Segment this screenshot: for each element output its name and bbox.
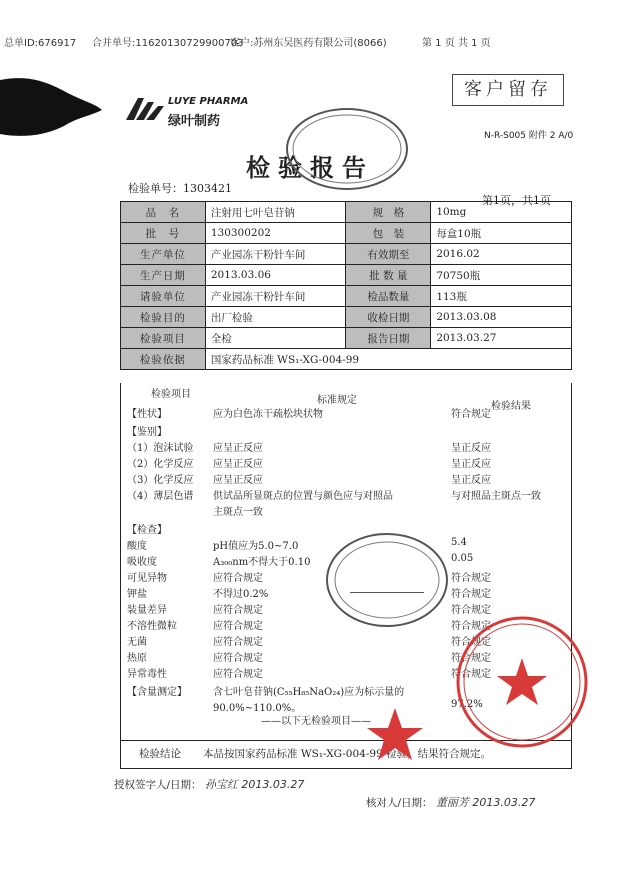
result-value: 符合规定 [451,637,491,648]
page-indicator: 第1页，共1页 [482,194,551,207]
result-standard: 供试品所显斑点的位置与颜色应与对照品 [213,491,393,502]
info-label-2: 报告日期 [346,328,431,349]
info-label-2: 批 数 量 [346,265,431,286]
result-item: 【含量测定】 [127,687,187,698]
info-value-2: 2013.03.27 [431,328,572,349]
luye-logo-icon [124,94,166,124]
result-item: （3）化学反应 [127,475,194,486]
result-value: 符合规定 [451,669,491,680]
result-item: 【检查】 [127,525,167,536]
result-standard: 含七叶皂苷钠(C₅₅H₈₅NaO₂₄)应为标示量的 [213,687,405,698]
info-label: 品 名 [121,202,206,223]
result-item: （2）化学反应 [127,459,194,470]
basis-row [121,349,572,370]
info-label-2: 收检日期 [346,307,431,328]
info-value: 出厂检验 [205,307,346,328]
conclusion-label: 检验结论 [139,748,181,760]
info-label-2: 包 装 [346,223,431,244]
info-value-2: 每盒10瓶 [431,223,572,244]
basis-label: 检验依据 [121,349,206,370]
header-page: 第 1 页 共 1 页 [422,38,491,49]
authorized-label: 授权签字人/日期： [114,779,202,791]
result-value: 呈正反应 [451,475,491,486]
serial-number: 检验单号：1303421 [128,182,232,195]
result-item: 热原 [127,653,147,664]
result-item: 无菌 [127,637,147,648]
info-label: 检验项目 [121,328,206,349]
result-item: 钾盐 [127,589,147,600]
result-value: 5.4 [451,537,467,548]
red-star-icon [360,700,430,770]
info-label: 批 号 [121,223,206,244]
result-value: 97.2% [451,699,483,710]
info-value-2: 2013.03.08 [431,307,572,328]
result-standard: 应呈正反应 [213,475,263,486]
result-standard: 应符合规定 [213,573,263,584]
info-row [121,223,572,244]
result-value: 与对照品主斑点一致 [451,491,541,502]
result-value: 符合规定 [451,621,491,632]
results-header-standard: 标准规定 [317,395,357,406]
result-standard: 应符合规定 [213,621,263,632]
logo-cn: 绿叶制药 [168,114,221,129]
result-standard: pH值应为5.0~7.0 [213,541,299,552]
result-standard: 应符合规定 [213,669,263,680]
info-label: 请验单位 [121,286,206,307]
result-standard: 应呈正反应 [213,443,263,454]
info-row [121,265,572,286]
header-merge-no: 合并单号:11620130729900703 [92,38,244,49]
results-header-result: 检验结果 [491,401,531,412]
result-item: 不溶性微粒 [127,621,177,632]
result-value: 呈正反应 [451,443,491,454]
result-value: 0.05 [451,553,474,564]
doc-number: N-R-S005 附件 2 A/0 [484,131,574,141]
info-value: 产业园冻干粉针车间 [205,244,346,265]
authorized-sign: 孙宝红 2013.03.27 [204,778,305,791]
info-value-2: 113瓶 [431,286,572,307]
middle-seal [322,530,452,630]
result-item: 酸度 [127,541,147,552]
info-label: 生产日期 [121,265,206,286]
info-label-2: 检品数量 [346,286,431,307]
result-value: 符合规定 [451,573,491,584]
result-standard: 应呈正反应 [213,459,263,470]
header-total-id: 总单ID:676917 [4,38,77,49]
info-label-2: 规 格 [346,202,431,223]
info-value: 注射用七叶皂苷钠 [205,202,346,223]
info-row [121,286,572,307]
checker-sign: 董丽芳 2013.03.27 [435,796,536,809]
info-value-2: 10mg [431,202,572,223]
results-header-item: 检验项目 [151,389,191,400]
info-label-2: 有效期至 [346,244,431,265]
result-standard: A₃₀₀nm不得大于0.10 [213,557,311,568]
info-label: 检验目的 [121,307,206,328]
info-value-2: 2016.02 [431,244,572,265]
info-value-2: 70750瓶 [431,265,572,286]
result-item: （4）薄层色谱 [127,491,194,502]
result-value: 符合规定 [451,409,491,420]
info-row [121,202,572,223]
result-item: 【鉴别】 [127,427,167,438]
checker-label: 核对人/日期： [366,797,433,809]
page-title: 检验报告 [246,153,374,182]
header-customer: 客户:苏州东吴医药有限公司(8066) [230,38,387,49]
result-item: 【性状】 [127,409,167,420]
result-item: 异常毒性 [127,669,167,680]
info-row [121,244,572,265]
customer-copy-stamp: 客户留存 [452,74,564,106]
result-standard: 主斑点一致 [213,507,263,518]
result-value: 呈正反应 [451,459,491,470]
basis-value: 国家药品标准 WS₁-XG-004-99 [205,349,571,370]
result-standard: 应为白色冻干疏松块状物 [213,409,323,420]
result-item: 可见异物 [127,573,167,584]
info-table [120,201,572,370]
result-standard: 应符合规定 [213,637,263,648]
result-standard: 应符合规定 [213,605,263,616]
authorized-signature [114,776,304,792]
result-item: 装量差异 [127,605,167,616]
info-value: 130300202 [205,223,346,244]
result-standard: 应符合规定 [213,653,263,664]
info-label: 生产单位 [121,244,206,265]
end-note: ——以下无检验项目—— [261,716,371,727]
result-item: （1）泡沫试验 [127,443,194,454]
result-value: 符合规定 [451,589,491,600]
scan-blot [0,60,110,140]
top-seal [282,104,412,194]
result-standard: 90.0%~110.0%。 [213,703,302,714]
conclusion-value: 本品按国家药品标准 WS₁-XG-004-99 检验，结果符合规定。 [203,748,492,760]
info-row [121,328,572,349]
result-value: 符合规定 [451,605,491,616]
info-value: 2013.03.06 [205,265,346,286]
result-standard: 不得过0.2% [213,589,269,600]
info-value: 全检 [205,328,346,349]
result-value: 符合规定 [451,653,491,664]
checker-signature [366,794,535,810]
info-value: 产业园冻干粉针车间 [205,286,346,307]
info-row [121,307,572,328]
logo-en: LUYE PHARMA [168,96,249,107]
red-seal [452,612,592,752]
result-item: 吸收度 [127,557,157,568]
